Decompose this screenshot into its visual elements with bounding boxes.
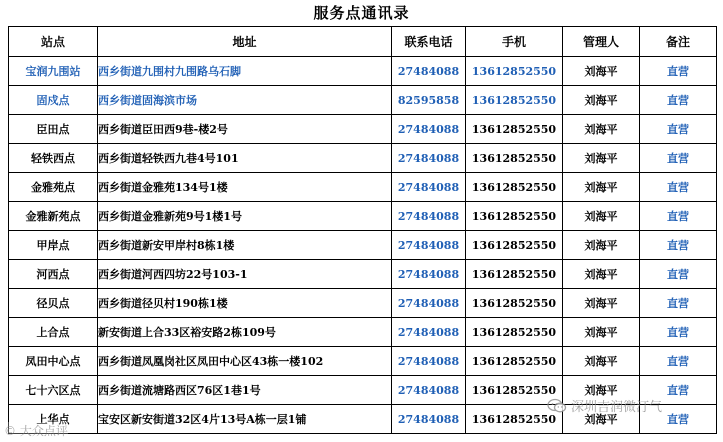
address-cell: 西乡街道径贝村190栋1楼 <box>98 289 392 318</box>
manager-cell: 刘海平 <box>563 57 640 86</box>
mobile-cell: 13612852550 <box>466 260 563 289</box>
note-cell[interactable]: 直营 <box>640 202 717 231</box>
mobile-cell: 13612852550 <box>466 57 563 86</box>
address-cell: 新安街道上合33区裕安路2栋109号 <box>98 318 392 347</box>
note-cell[interactable]: 直营 <box>640 231 717 260</box>
manager-cell: 刘海平 <box>563 115 640 144</box>
note-cell[interactable]: 直营 <box>640 86 717 115</box>
address-cell: 宝安区新安街道32区4片13号A栋一层1铺 <box>98 405 392 434</box>
note-cell[interactable]: 直营 <box>640 289 717 318</box>
station-cell: 径贝点 <box>9 289 98 318</box>
tel-cell[interactable]: 27484088 <box>392 318 466 347</box>
address-cell: 西乡街道金雅新苑9号1楼1号 <box>98 202 392 231</box>
mobile-cell: 13612852550 <box>466 289 563 318</box>
table-row <box>9 144 717 173</box>
station-cell: 上合点 <box>9 318 98 347</box>
mobile-cell: 13612852550 <box>466 318 563 347</box>
watermark-right <box>547 396 662 415</box>
tel-cell[interactable]: 27484088 <box>392 115 466 144</box>
station-cell: 金雅新苑点 <box>9 202 98 231</box>
manager-cell: 刘海平 <box>563 376 640 405</box>
tel-cell[interactable]: 27484088 <box>392 405 466 434</box>
manager-cell: 刘海平 <box>563 289 640 318</box>
tel-cell[interactable]: 27484088 <box>392 57 466 86</box>
table-row <box>9 289 717 318</box>
address-cell: 西乡街道河西四坊22号103-1 <box>98 260 392 289</box>
table-row <box>9 260 717 289</box>
manager-cell: 刘海平 <box>563 405 640 434</box>
note-cell[interactable]: 直营 <box>640 376 717 405</box>
manager-cell: 刘海平 <box>563 173 640 202</box>
manager-cell: 刘海平 <box>563 260 640 289</box>
station-cell: 宝润九围站 <box>9 57 98 86</box>
station-cell: 河西点 <box>9 260 98 289</box>
address-cell: 西乡街道臣田西9巷-楼2号 <box>98 115 392 144</box>
table-header <box>9 27 717 57</box>
manager-cell: 刘海平 <box>563 231 640 260</box>
address-cell: 西乡街道凤凰岗社区凤田中心区43栋一楼102 <box>98 347 392 376</box>
tel-cell[interactable]: 82595858 <box>392 86 466 115</box>
note-cell[interactable]: 直营 <box>640 318 717 347</box>
manager-cell: 刘海平 <box>563 144 640 173</box>
manager-cell: 刘海平 <box>563 347 640 376</box>
note-cell[interactable]: 直营 <box>640 115 717 144</box>
table-row <box>9 173 717 202</box>
address-cell: 西乡街道固海滨市场 <box>98 86 392 115</box>
tel-cell[interactable]: 27484088 <box>392 144 466 173</box>
manager-cell: 刘海平 <box>563 202 640 231</box>
station-cell: 轻铁西点 <box>9 144 98 173</box>
mobile-cell: 13612852550 <box>466 231 563 260</box>
column-header-manager: 管理人 <box>563 27 640 57</box>
address-cell: 西乡街道流塘路西区76区1巷1号 <box>98 376 392 405</box>
station-cell: 七十六区点 <box>9 376 98 405</box>
mobile-cell: 13612852550 <box>466 115 563 144</box>
table-row <box>9 115 717 144</box>
note-cell[interactable]: 直营 <box>640 144 717 173</box>
mobile-cell: 13612852550 <box>466 86 563 115</box>
column-header-address: 地址 <box>98 27 392 57</box>
station-cell: 金雅苑点 <box>9 173 98 202</box>
table-row <box>9 231 717 260</box>
tel-cell[interactable]: 27484088 <box>392 231 466 260</box>
table-row <box>9 347 717 376</box>
station-cell: 固戍点 <box>9 86 98 115</box>
table-row <box>9 86 717 115</box>
column-header-tel: 联系电话 <box>392 27 466 57</box>
table-row <box>9 202 717 231</box>
station-cell: 臣田点 <box>9 115 98 144</box>
tel-cell[interactable]: 27484088 <box>392 347 466 376</box>
table-row <box>9 318 717 347</box>
watermark-left: © 大众点评 <box>4 424 68 438</box>
tel-cell[interactable]: 27484088 <box>392 376 466 405</box>
header-row <box>9 27 717 57</box>
wechat-icon <box>547 398 567 414</box>
tel-cell[interactable]: 27484088 <box>392 173 466 202</box>
station-cell: 甲岸点 <box>9 231 98 260</box>
mobile-cell: 13612852550 <box>466 173 563 202</box>
note-cell[interactable]: 直营 <box>640 173 717 202</box>
service-directory-table <box>8 26 717 434</box>
column-header-station: 站点 <box>9 27 98 57</box>
mobile-cell: 13612852550 <box>466 405 563 434</box>
address-cell: 西乡街道金雅苑134号1楼 <box>98 173 392 202</box>
table-row <box>9 57 717 86</box>
note-cell[interactable]: 直营 <box>640 405 717 434</box>
station-cell: 凤田中心点 <box>9 347 98 376</box>
manager-cell: 刘海平 <box>563 86 640 115</box>
mobile-cell: 13612852550 <box>466 376 563 405</box>
tel-cell[interactable]: 27484088 <box>392 260 466 289</box>
mobile-cell: 13612852550 <box>466 144 563 173</box>
table-body <box>9 57 717 434</box>
mobile-cell: 13612852550 <box>466 202 563 231</box>
tel-cell[interactable]: 27484088 <box>392 202 466 231</box>
address-cell: 西乡街道轻铁西九巷4号101 <box>98 144 392 173</box>
page-title: 服务点通讯录 <box>313 4 410 22</box>
manager-cell: 刘海平 <box>563 318 640 347</box>
address-cell: 西乡街道新安甲岸村8栋1楼 <box>98 231 392 260</box>
station-cell: 上华点 <box>9 405 98 434</box>
mobile-cell: 13612852550 <box>466 347 563 376</box>
note-cell[interactable]: 直营 <box>640 57 717 86</box>
column-header-note: 备注 <box>640 27 717 57</box>
watermark-right-text: 深圳吉润微汀气 <box>571 400 663 415</box>
note-cell[interactable]: 直营 <box>640 347 717 376</box>
note-cell[interactable]: 直营 <box>640 260 717 289</box>
tel-cell[interactable]: 27484088 <box>392 289 466 318</box>
column-header-mobile: 手机 <box>466 27 563 57</box>
address-cell: 西乡街道九围村九围路乌石脚 <box>98 57 392 86</box>
